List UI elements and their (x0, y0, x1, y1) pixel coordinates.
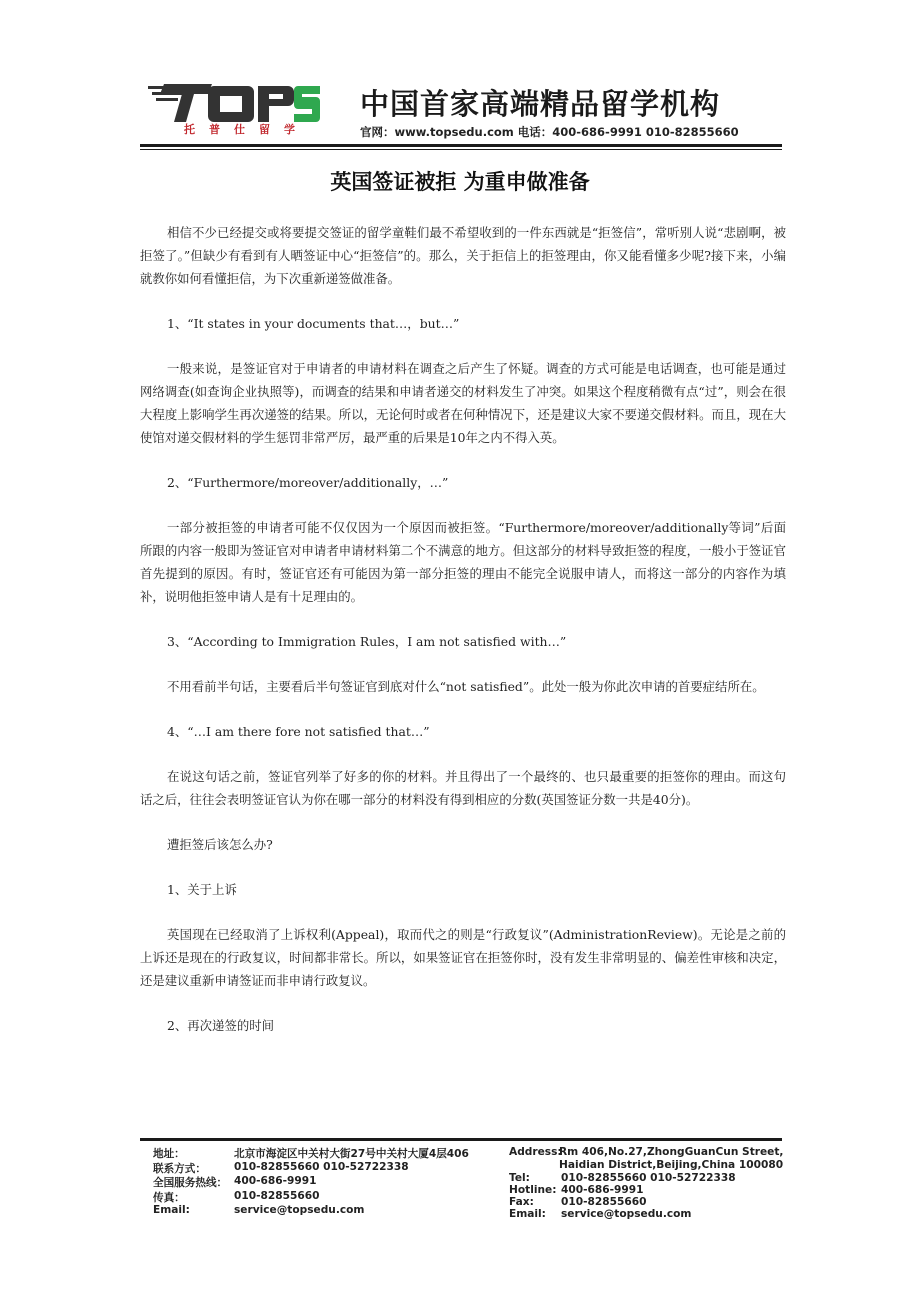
paragraph: 英国现在已经取消了上诉权利(Appeal)，取而代之的则是“行政复议”(AdministrationReview)。无论是之前的上诉还是现在的行政复议，时间都非常长。所以，如果签证官在拒签你时，没有发生非常明显的、偏差性审核和决定，还是建议重新申请签证而非申请行政复议。 (140, 927, 786, 988)
header-slogan: 中国首家高端精品留学机构 (360, 87, 721, 121)
article-title: 英国签证被拒 为重申做准备 (330, 170, 590, 194)
footer-label: Email: (509, 1208, 546, 1220)
footer-label: 全国服务热线： (153, 1177, 228, 1189)
footer-value: 010-82855660 010-52722338 (561, 1172, 736, 1184)
section-heading: 2、再次递签的时间 (167, 1018, 275, 1033)
section-heading: 2、“Furthermore/moreover/additionally，…” (167, 475, 449, 490)
footer-label: Address: (509, 1146, 562, 1158)
header-divider-thick (140, 144, 782, 147)
footer-label: Email: (153, 1204, 190, 1216)
section-heading: 1、关于上诉 (167, 882, 237, 897)
paragraph: 不用看前半句话，主要看后半句签证官到底对什么“not satisfied”。此处一般为你此次申请的首要症结所在。 (167, 679, 765, 694)
footer-email-link[interactable]: service@topsedu.com (234, 1204, 365, 1216)
footer-value: Haidian District,Beijing,China 100080 (559, 1159, 784, 1171)
footer-divider (140, 1138, 782, 1141)
footer-value: 010-82855660 (234, 1190, 320, 1202)
footer-label: 联系方式： (153, 1163, 206, 1175)
footer-label: Fax: (509, 1196, 534, 1208)
footer-label: Hotline: (509, 1184, 557, 1196)
paragraph: 一般来说，是签证官对于申请者的申请材料在调查之后产生了怀疑。调查的方式可能是电话调查，也可能是通过网络调查(如查询企业执照等)，而调查的结果和申请者递交的材料发生了冲突。如果这个程度稍微有点“过”，则会在很大程度上影响学生再次递签的结果。所以，无论何时或者在何种情况下，还是建议大家不要递交假材料。而且，现在大使馆对递交假材料的学生惩罚非常严厉，最严重的后果是10年之内不得入英。 (140, 361, 786, 445)
header-contact-line: 官网：www.topsedu.com 电话：400-686-9991 010-82855660 (360, 125, 739, 139)
paragraph: 一部分被拒签的申请者可能不仅仅因为一个原因而被拒签。“Furthermore/moreover/additionally等词”后面所跟的内容一般即为签证官对申请者申请材料第二个不满意的地方。但这部分的材料导致拒签的程度，一般小于签证官首先提到的原因。有时，签证官还有可能因为第一部分拒签的理由不能完全说服申请人，而将这一部分的内容作为填补，说明他拒签申请人是有十足理由的。 (140, 520, 786, 604)
footer-label: 地址： (153, 1148, 185, 1160)
logo-subtitle: 托普仕留学 (184, 123, 309, 136)
footer-value: 010-82855660 (561, 1196, 647, 1208)
section-heading: 3、“According to Immigration Rules，I am not satisfied with…” (167, 634, 567, 649)
footer-value: 北京市海淀区中关村大街27号中关村大厦4层406 (234, 1148, 469, 1160)
footer-value: 010-82855660 010-52722338 (234, 1161, 409, 1173)
page-footer (153, 1146, 783, 1226)
paragraph: 相信不少已经提交或将要提交签证的留学童鞋们最不希望收到的一件东西就是“拒签信”，常听别人说“悲剧啊，被拒签了。”但缺少有看到有人晒签证中心“拒签信”的。那么，关于拒信上的拒签理由，你又能看懂多少呢?接下来，小编就教你如何看懂拒信，为下次重新递签做准备。 (140, 225, 786, 286)
footer-value: Rm 406,No.27,ZhongGuanCun Street, (559, 1146, 784, 1158)
section-heading: 4、“…I am there fore not satisfied that…” (167, 724, 430, 739)
footer-email-link[interactable]: service@topsedu.com (561, 1208, 692, 1220)
section-heading: 遭拒签后该怎么办? (167, 837, 273, 852)
footer-label: Tel: (509, 1172, 530, 1184)
footer-value: 400-686-9991 (234, 1175, 317, 1187)
paragraph: 在说这句话之前，签证官列举了好多的你的材料。并且得出了一个最终的、也只最重要的拒签你的理由。而这句话之后，往往会表明签证官认为你在哪一部分的材料没有得到相应的分数(英国签证分数一共是40分)。 (140, 769, 786, 807)
header-divider-thin (140, 149, 782, 150)
footer-label: 传真： (153, 1192, 185, 1204)
article-body (140, 221, 786, 1037)
footer-value: 400-686-9991 (561, 1184, 644, 1196)
page-header (140, 72, 782, 152)
section-heading: 1、“It states in your documents that…，but…” (167, 316, 460, 331)
